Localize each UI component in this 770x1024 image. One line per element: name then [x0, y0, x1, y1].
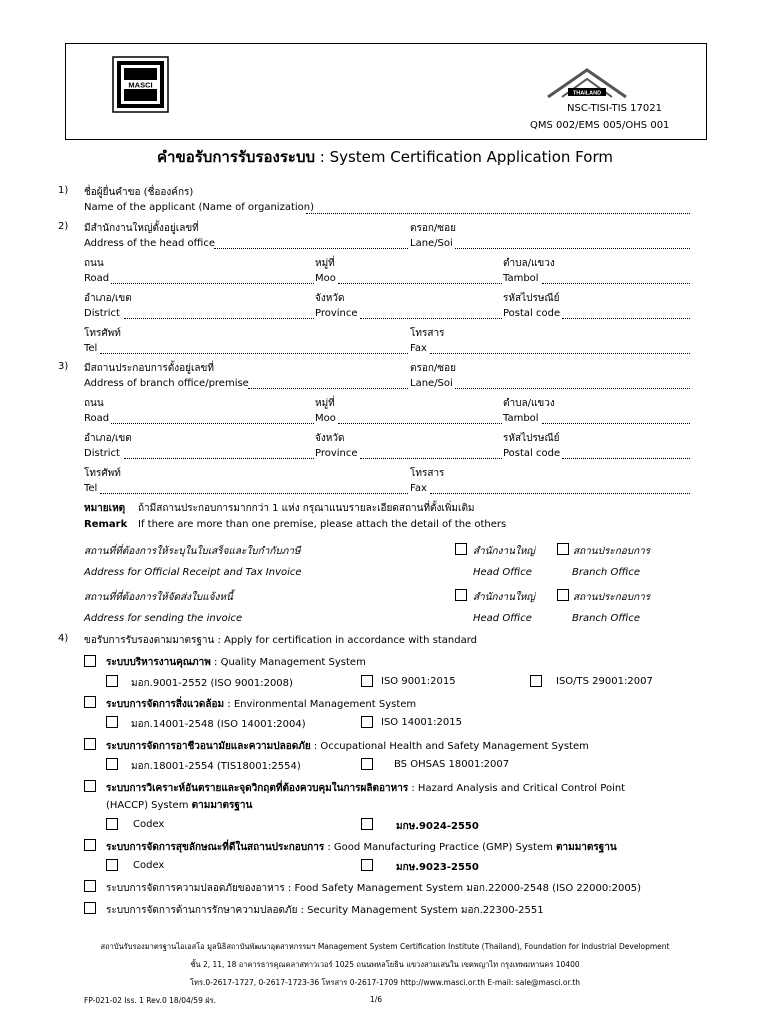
- ohs-bsohsas-label: BS OHSAS 18001:2007: [394, 759, 510, 770]
- ohs-tis18001-label: มอก.18001-2554 (TIS18001:2554): [131, 761, 301, 772]
- head-tel-label-en: Tel: [84, 343, 98, 354]
- footer-page-number: 1/6: [370, 995, 383, 1004]
- branch-district-label-th: อำเภอ/เขต: [84, 433, 132, 444]
- branch-postal-label-en: Postal code: [503, 448, 561, 459]
- cert-line-2: QMS 002/EMS 005/OHS 001: [530, 120, 670, 131]
- branch-office-number-field[interactable]: [248, 388, 408, 389]
- head-postal-label-en: Postal code: [503, 308, 561, 319]
- apply-standard-label: ขอรับการรับรองตามมาตรฐาน : Apply for certification in accordance with standard: [84, 635, 477, 646]
- branch-moo-label-th: หมู่ที่: [315, 398, 335, 409]
- head-lane-label-th: ตรอก/ซอย: [410, 223, 456, 234]
- receipt-address-label-en: Address for Official Receipt and Tax Invoice: [84, 567, 302, 578]
- page-title: คำขอรับการรับรองระบบ : System Certification Application Form: [157, 148, 613, 166]
- nac-logo: [544, 68, 630, 98]
- applicant-name-label-th: ชื่อผู้ยื่นคำขอ (ชื่อองค์กร): [84, 187, 194, 198]
- branch-tambol-label-th: ตำบล/แขวง: [503, 398, 555, 409]
- section-1-number: 1): [58, 185, 69, 196]
- section-3-number: 3): [58, 361, 69, 372]
- head-moo-field[interactable]: [338, 283, 502, 284]
- ohs-label: ระบบการจัดการอาชีวอนามัยและความปลอดภัย : Occupational Health and Safety Management System: [106, 741, 589, 752]
- head-tambol-label-en: Tambol: [503, 273, 539, 284]
- footer-form-number: FP-021-02 Iss. 1 Rev.0 18/04/59 ฝ่ร.: [84, 996, 217, 1005]
- head-office-label-th: มีสำนักงานใหญ่ตั้งอยู่เลขที่: [84, 223, 199, 234]
- head-tel-field[interactable]: [100, 353, 408, 354]
- ems-tis14001-checkbox[interactable]: [106, 716, 118, 728]
- branch-lane-label-en: Lane/Soi: [410, 378, 453, 389]
- receipt-branch-office-label-th: สถานประกอบการ: [573, 546, 651, 557]
- head-district-field[interactable]: [124, 318, 314, 319]
- gmp-label: ระบบการจัดการสุขลักษณะที่ดีในสถานประกอบการ : Good Manufacturing Practice (GMP) System ตามมาตรฐาน: [106, 842, 617, 853]
- branch-fax-field[interactable]: [430, 493, 690, 494]
- ems-checkbox[interactable]: [84, 696, 96, 708]
- branch-road-label-th: ถนน: [84, 398, 104, 409]
- branch-road-label-en: Road: [84, 413, 110, 424]
- security-checkbox[interactable]: [84, 902, 96, 914]
- branch-postal-field[interactable]: [562, 458, 690, 459]
- head-province-label-th: จังหวัด: [315, 293, 345, 304]
- receipt-head-office-label-th: สำนักงานใหญ่: [473, 546, 535, 557]
- branch-lane-label-th: ตรอก/ซอย: [410, 363, 456, 374]
- ohs-bsohsas-checkbox[interactable]: [361, 758, 373, 770]
- qms-iso9001-2015-label: ISO 9001:2015: [381, 676, 456, 687]
- ohs-tis18001-checkbox[interactable]: [106, 758, 118, 770]
- branch-lane-field[interactable]: [455, 388, 690, 389]
- head-tambol-label-th: ตำบล/แขวง: [503, 258, 555, 269]
- footer-address: ชั้น 2, 11, 18 อาคารธารคุณคลาสทาวเวอร์ 1025 ถนนพหลโยธิน แขวงสามเสนใน เขตพญาไท กรุงเทพมหานคร 10400: [190, 960, 580, 969]
- branch-moo-label-en: Moo: [315, 413, 336, 424]
- branch-district-field[interactable]: [124, 458, 314, 459]
- cert-line-1: NSC-TISI-TIS 17021: [567, 103, 662, 114]
- head-tel-label-th: โทรศัพท์: [84, 328, 121, 339]
- gmp-thai-std-label: มกษ.9023-2550: [396, 862, 479, 873]
- invoice-address-label-en: Address for sending the invoice: [84, 613, 243, 624]
- branch-tel-label-en: Tel: [84, 483, 98, 494]
- haccp-label-line2: (HACCP) System ตามมาตรฐาน: [106, 800, 253, 811]
- fsms-checkbox[interactable]: [84, 880, 96, 892]
- branch-office-label-en: Address of branch office/premise: [84, 378, 249, 389]
- invoice-head-office-checkbox[interactable]: [455, 589, 467, 601]
- head-fax-label-th: โทรสาร: [410, 328, 445, 339]
- security-label: ระบบการจัดการด้านการรักษาความปลอดภัย : Security Management System มอก.22300-2551: [106, 905, 544, 916]
- footer-contact: โทร.0-2617-1727, 0-2617-1723-36 โทรสาร 0-2617-1709 http://www.masci.or.th E-mail: sale@masci.or.th: [190, 978, 580, 987]
- branch-district-label-en: District: [84, 448, 120, 459]
- receipt-address-label-th: สถานที่ที่ต้องการให้ระบุในใบเสร็จและใบกำกับภาษี: [84, 546, 301, 557]
- qms-tis9001-checkbox[interactable]: [106, 675, 118, 687]
- remark-label-th: หมายเหตุ: [84, 503, 126, 514]
- ems-iso14001-2015-checkbox[interactable]: [361, 716, 373, 728]
- branch-province-field[interactable]: [360, 458, 502, 459]
- receipt-branch-office-checkbox[interactable]: [557, 543, 569, 555]
- gmp-checkbox[interactable]: [84, 839, 96, 851]
- haccp-checkbox[interactable]: [84, 780, 96, 792]
- gmp-codex-checkbox[interactable]: [106, 859, 118, 871]
- head-tambol-field[interactable]: [542, 283, 690, 284]
- head-fax-field[interactable]: [430, 353, 690, 354]
- applicant-name-field[interactable]: [306, 213, 690, 214]
- remark-text-en: If there are more than one premise, please attach the detail of the others: [138, 519, 507, 530]
- branch-road-field[interactable]: [111, 423, 314, 424]
- invoice-head-office-label-en: Head Office: [473, 613, 532, 624]
- ohs-checkbox[interactable]: [84, 738, 96, 750]
- qms-iso9001-2015-checkbox[interactable]: [361, 675, 373, 687]
- applicant-name-label-en: Name of the applicant (Name of organization): [84, 202, 315, 213]
- ems-tis14001-label: มอก.14001-2548 (ISO 14001:2004): [131, 719, 306, 730]
- branch-tambol-label-en: Tambol: [503, 413, 539, 424]
- branch-province-label-th: จังหวัด: [315, 433, 345, 444]
- head-province-label-en: Province: [315, 308, 358, 319]
- qms-tis9001-label: มอก.9001-2552 (ISO 9001:2008): [131, 678, 293, 689]
- fsms-label: ระบบการจัดการความปลอดภัยของอาหาร : Food Safety Management System มอก.22000-2548 (ISO 22000:2005): [106, 883, 641, 894]
- head-province-field[interactable]: [360, 318, 502, 319]
- haccp-thai-std-checkbox[interactable]: [361, 818, 373, 830]
- branch-moo-field[interactable]: [338, 423, 502, 424]
- head-lane-field[interactable]: [455, 248, 690, 249]
- head-office-number-field[interactable]: [214, 248, 408, 249]
- qms-isots29001-label: ISO/TS 29001:2007: [556, 676, 653, 687]
- head-fax-label-en: Fax: [410, 343, 427, 354]
- branch-province-label-en: Province: [315, 448, 358, 459]
- head-moo-label-en: Moo: [315, 273, 336, 284]
- haccp-label: ระบบการวิเคราะห์อันตรายและจุดวิกฤตที่ต้องควบคุมในการผลิตอาหาร : Hazard Analysis and Critical Control Point: [106, 783, 626, 794]
- branch-fax-label-th: โทรสาร: [410, 468, 445, 479]
- invoice-branch-office-label-en: Branch Office: [572, 613, 640, 624]
- head-lane-label-en: Lane/Soi: [410, 238, 453, 249]
- invoice-head-office-label-th: สำนักงานใหญ่: [473, 592, 535, 603]
- head-district-label-th: อำเภอ/เขต: [84, 293, 132, 304]
- invoice-branch-office-label-th: สถานประกอบการ: [573, 592, 651, 603]
- nac-logo-text: THAILAND: [572, 90, 602, 97]
- branch-tel-label-th: โทรศัพท์: [84, 468, 121, 479]
- receipt-head-office-checkbox[interactable]: [455, 543, 467, 555]
- receipt-branch-office-label-en: Branch Office: [572, 567, 640, 578]
- masci-logo: [112, 56, 169, 113]
- head-postal-label-th: รหัสไปรษณีย์: [503, 293, 560, 304]
- head-road-field[interactable]: [111, 283, 314, 284]
- branch-tel-field[interactable]: [100, 493, 408, 494]
- receipt-head-office-label-en: Head Office: [473, 567, 532, 578]
- head-postal-field[interactable]: [562, 318, 690, 319]
- branch-tambol-field[interactable]: [542, 423, 690, 424]
- qms-label: ระบบบริหารงานคุณภาพ : Quality Management System: [106, 657, 366, 668]
- qms-checkbox[interactable]: [84, 655, 96, 667]
- gmp-thai-std-checkbox[interactable]: [361, 859, 373, 871]
- footer-institute: สถาบันรับรองมาตรฐานไอเอสโอ มูลนิธิสถาบันพัฒนาอุตสาหกรรมฯ Management System Certification Institute (Thailand), Foundation for Industrial Development: [100, 942, 670, 951]
- head-district-label-en: District: [84, 308, 120, 319]
- head-office-label-en: Address of the head office: [84, 238, 215, 249]
- qms-isots29001-checkbox[interactable]: [530, 675, 542, 687]
- ems-label: ระบบการจัดการสิ่งแวดล้อม : Environmental Management System: [106, 699, 417, 710]
- head-road-label-th: ถนน: [84, 258, 104, 269]
- gmp-codex-label: Codex: [133, 860, 165, 871]
- invoice-address-label-th: สถานที่ที่ต้องการให้จัดส่งใบแจ้งหนี้: [84, 592, 233, 603]
- branch-fax-label-en: Fax: [410, 483, 427, 494]
- ems-iso14001-2015-label: ISO 14001:2015: [381, 717, 462, 728]
- branch-postal-label-th: รหัสไปรษณีย์: [503, 433, 560, 444]
- section-2-number: 2): [58, 221, 69, 232]
- haccp-thai-std-label: มกษ.9024-2550: [396, 821, 479, 832]
- haccp-codex-label: Codex: [133, 819, 165, 830]
- section-4-number: 4): [58, 633, 69, 644]
- branch-office-label-th: มีสถานประกอบการตั้งอยู่เลขที่: [84, 363, 214, 374]
- haccp-codex-checkbox[interactable]: [106, 818, 118, 830]
- head-moo-label-th: หมู่ที่: [315, 258, 335, 269]
- remark-label-en: Remark: [84, 519, 128, 530]
- remark-text-th: ถ้ามีสถานประกอบการมากกว่า 1 แห่ง กรุณาแนบรายละเอียดสถานที่ตั้งเพิ่มเติม: [138, 503, 475, 514]
- invoice-branch-office-checkbox[interactable]: [557, 589, 569, 601]
- masci-logo-text: MASCI: [128, 80, 153, 90]
- head-road-label-en: Road: [84, 273, 110, 284]
